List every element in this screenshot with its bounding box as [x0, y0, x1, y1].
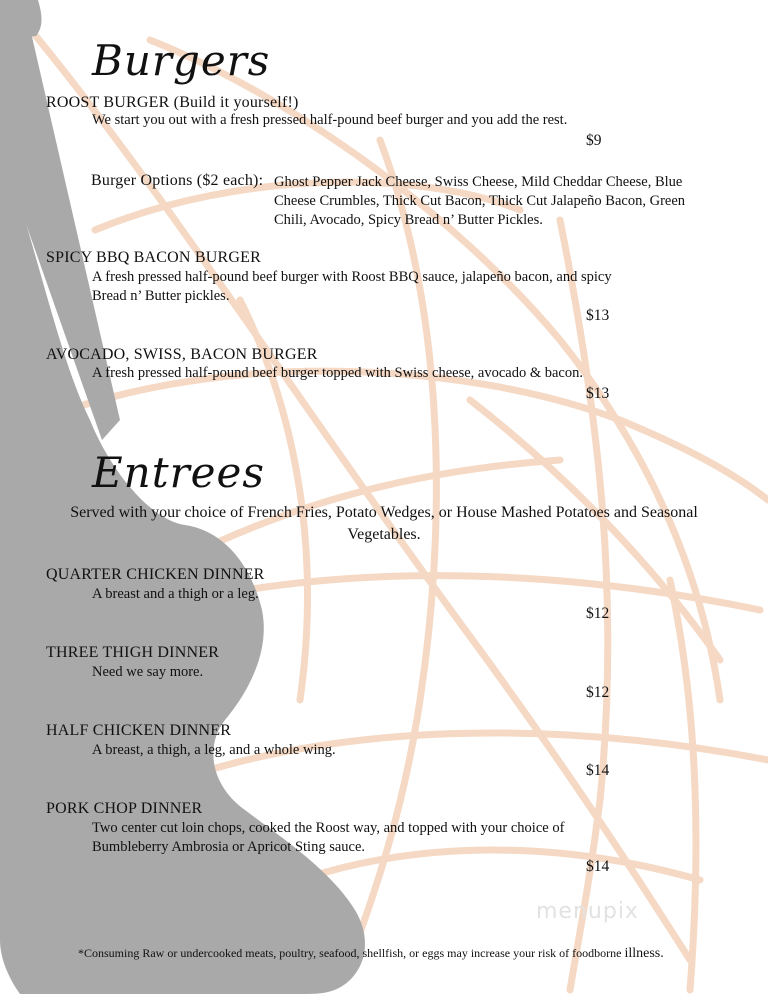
burgers-heading: Burgers: [92, 36, 271, 85]
menupix-watermark: menupix: [536, 899, 639, 924]
item-price-three-thigh-dinner: $12: [586, 684, 610, 701]
item-description-three-thigh-dinner: Need we say more.: [92, 664, 204, 680]
item-description-half-chicken-dinner: A breast, a thigh, a leg, and a whole wing.: [92, 742, 336, 758]
foodborne-illness-footnote: [78, 946, 664, 962]
item-price-spicy-bbq-bacon-burger: $13: [586, 307, 610, 324]
item-name-spicy-bbq-bacon-burger: SPICY BBQ BACON BURGER: [46, 249, 261, 266]
footnote-text: *Consuming Raw or undercooked meats, poultry, seafood, shellfish, or eggs may increase your risk of foodborne: [78, 946, 622, 960]
item-name-quarter-chicken-dinner: QUARTER CHICKEN DINNER: [46, 566, 265, 583]
item-description-pork-chop-dinner: Two center cut loin chops, cooked the Roost way, and topped with your choice of Bumbleberry Ambrosia or Apricot Sting sauce.: [92, 820, 565, 855]
item-description-quarter-chicken-dinner: A breast and a thigh or a leg.: [92, 586, 259, 602]
entrees-served-with-note: Served with your choice of French Fries, Potato Wedges, or House Mashed Potatoes and Seasonal Vegetables.: [70, 504, 698, 543]
item-description-avocado-swiss-bacon-burger: A fresh pressed half-pound beef burger topped with Swiss cheese, avocado & bacon.: [92, 365, 583, 381]
item-price-avocado-swiss-bacon-burger: $13: [586, 385, 610, 402]
burger-options-label: Burger Options ($2 each):: [91, 172, 264, 189]
item-price-pork-chop-dinner: $14: [586, 858, 610, 875]
footnote-last-word: illness.: [624, 946, 664, 961]
entrees-heading: Entrees: [92, 448, 265, 497]
item-name-avocado-swiss-bacon-burger: AVOCADO, SWISS, BACON BURGER: [46, 346, 318, 363]
item-price-quarter-chicken-dinner: $12: [586, 605, 610, 622]
item-name-three-thigh-dinner: THREE THIGH DINNER: [46, 644, 220, 661]
item-price-roost-burger: $9: [586, 132, 602, 149]
item-description-spicy-bbq-bacon-burger: A fresh pressed half-pound beef burger with Roost BBQ sauce, jalapeño bacon, and spicy Bread n’ Butter pickles.: [92, 269, 612, 304]
item-description-roost-burger: We start you out with a fresh pressed half-pound beef burger and you add the rest.: [92, 112, 568, 128]
burger-options-list: Ghost Pepper Jack Cheese, Swiss Cheese, Mild Cheddar Cheese, Blue Cheese Crumbles, Thick Cut Bacon, Thick Cut Jalapeño Bacon, Green Chili, Avocado, Spicy Bread n’ Butter Pickles.: [274, 174, 686, 228]
item-name-half-chicken-dinner: HALF CHICKEN DINNER: [46, 722, 232, 739]
item-name-roost-burger: ROOST BURGER (Build it yourself!): [46, 94, 299, 111]
item-name-pork-chop-dinner: PORK CHOP DINNER: [46, 800, 203, 817]
item-price-half-chicken-dinner: $14: [586, 762, 610, 779]
